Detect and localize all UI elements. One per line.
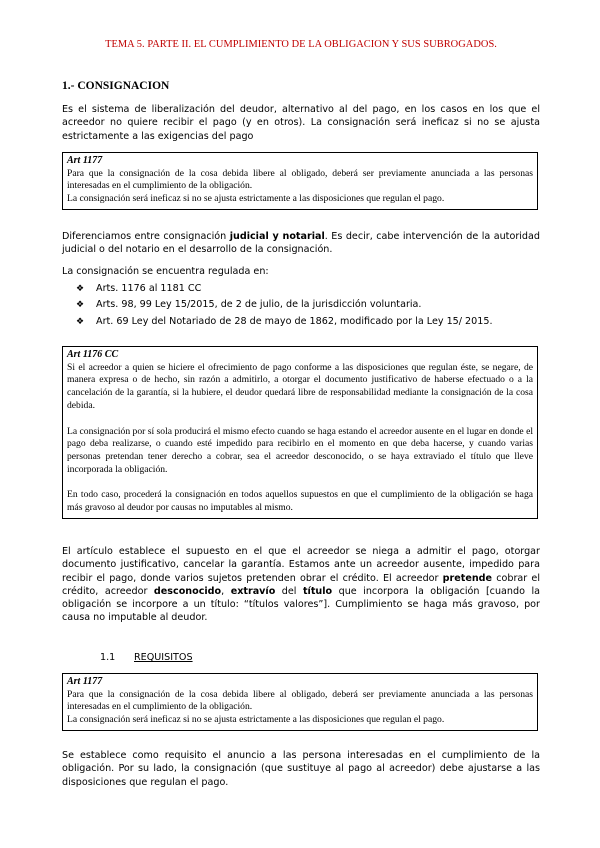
text-run: del <box>275 585 303 597</box>
text-run: que incorpora la obligación [cuando la obligación se incorpore a un título: “títulos valores”]. Cumplimiento se haga más gravoso, por causa no imputable al deudor. <box>62 585 540 624</box>
article-box-1177 <box>62 152 538 210</box>
list-item-text: Art. 69 Ley del Notariado de 28 de mayo de 1862, modificado por la Ley 15/ 2015. <box>96 315 493 327</box>
article-title: Art 1176 CC <box>67 349 119 360</box>
article-title: Art 1177 <box>67 155 103 166</box>
text-run: cobrar el crédito, acreedor <box>62 572 540 597</box>
list-item-text: Arts. 1176 al 1181 CC <box>96 283 202 294</box>
list-item <box>76 297 493 313</box>
bold-text: título <box>302 585 333 597</box>
bold-text: extravío <box>230 585 276 597</box>
intro-paragraph: Es el sistema de liberalización del deudor, alternativo al del pago, en los casos en los que el acreedor no quiere recibir el pago (y en otros). La consignación será ineficaz si no se ajusta estrictamente a las exigencias del pago <box>62 104 540 142</box>
article-box-1177-requisitos <box>62 673 538 731</box>
differentiation-paragraph <box>62 230 540 257</box>
regulated-paragraph: La consignación se encuentra regulada en: <box>62 266 269 277</box>
article-title: Art 1177 <box>67 676 103 687</box>
article-text: Si el acreedor a quien se hiciere el ofrecimiento de pago conforme a las disposiciones que regulan éste, se negare, de manera expresa o de hecho, sin razón a admitirlo, a otorgar el documento justificativo de haberse efectuado o a la cancelación de la garantía, si la hubiere, el deudor quedará libre de responsabilidad mediante la consignación de la cosa debida. <box>67 361 533 411</box>
diamond-bullet-icon: ❖ <box>76 316 85 327</box>
bold-text: desconocido <box>153 585 222 597</box>
article-text: Para que la consignación de la cosa debida libere al obligado, deberá ser previamente anunciada a las personas interesadas en el cumplimiento de la obligación. <box>67 167 533 192</box>
section-heading-consignacion: 1.- CONSIGNACION <box>62 80 170 92</box>
bold-text: pretende <box>442 572 493 584</box>
document-title: TEMA 5. PARTE II. EL CUMPLIMIENTO DE LA OBLIGACION Y SUS SUBROGADOS. <box>105 39 497 50</box>
text-run: Diferenciamos entre consignación <box>62 231 230 242</box>
article-text: La consignación será ineficaz si no se ajusta estrictamente a las disposiciones que regulan el pago. <box>67 714 445 726</box>
article-text: En todo caso, procederá la consignación en todos aquellos supuestos en que el cumplimiento de la obligación se haga más gravoso al deudor por causas no imputables al mismo. <box>67 489 533 514</box>
article-text: Para que la consignación de la cosa debida libere al obligado, deberá ser previamente anunciada a las personas interesadas en el cumplimiento de la obligación. <box>67 688 533 713</box>
bold-text: judicial y notarial <box>229 231 325 242</box>
diamond-bullet-icon: ❖ <box>76 284 85 294</box>
text-run: El artículo establece el supuesto en el que el acreedor se niega a admitir el pago, otorgar documento justificativo, cancelar la garantía. Estamos ante un acreedor ausente, impedido para recibir el pago, donde varios sujetos pretenden obrar el crédito. El acreedor <box>62 546 540 584</box>
explanation-paragraph <box>62 545 540 625</box>
list-item-text: Arts. 98, 99 Ley 15/2015, de 2 de julio, de la jurisdicción voluntaria. <box>96 299 422 311</box>
regulation-list <box>76 281 493 330</box>
subsection-number: 1.1 <box>100 652 116 663</box>
article-text: La consignación será ineficaz si no se ajusta estrictamente a las disposiciones que regulan el pago. <box>67 193 445 205</box>
article-text: La consignación por sí sola producirá el mismo efecto cuando se haga estando el acreedor ausente en el lugar en donde el pago deba realizarse, o cuando esté impedido para recibirlo en el momento en que deba hacerse, y cuando varias personas pretendan tener derecho a cobrar, sea el acreedor desconocido, o se haya extraviado el título que lleve incorporada la obligación. <box>67 425 533 475</box>
subsection-heading-requisitos <box>100 652 193 663</box>
article-box-1176 <box>62 346 538 519</box>
subsection-label: REQUISITOS <box>134 652 193 663</box>
text-run: . Es decir, cabe intervención de la autoridad judicial o del notario en el desarrollo de la consignación. <box>62 231 540 256</box>
text-run: , <box>221 585 231 597</box>
list-item <box>76 281 493 297</box>
requirements-paragraph: Se establece como requisito el anuncio a las persona interesadas en el cumplimiento de la obligación. Por su lado, la consignación (que sustituye al pago al acreedor) debe ajustarse a las disposiciones que regulan el pago. <box>62 750 540 788</box>
list-item <box>76 314 493 330</box>
diamond-bullet-icon: ❖ <box>76 300 85 311</box>
